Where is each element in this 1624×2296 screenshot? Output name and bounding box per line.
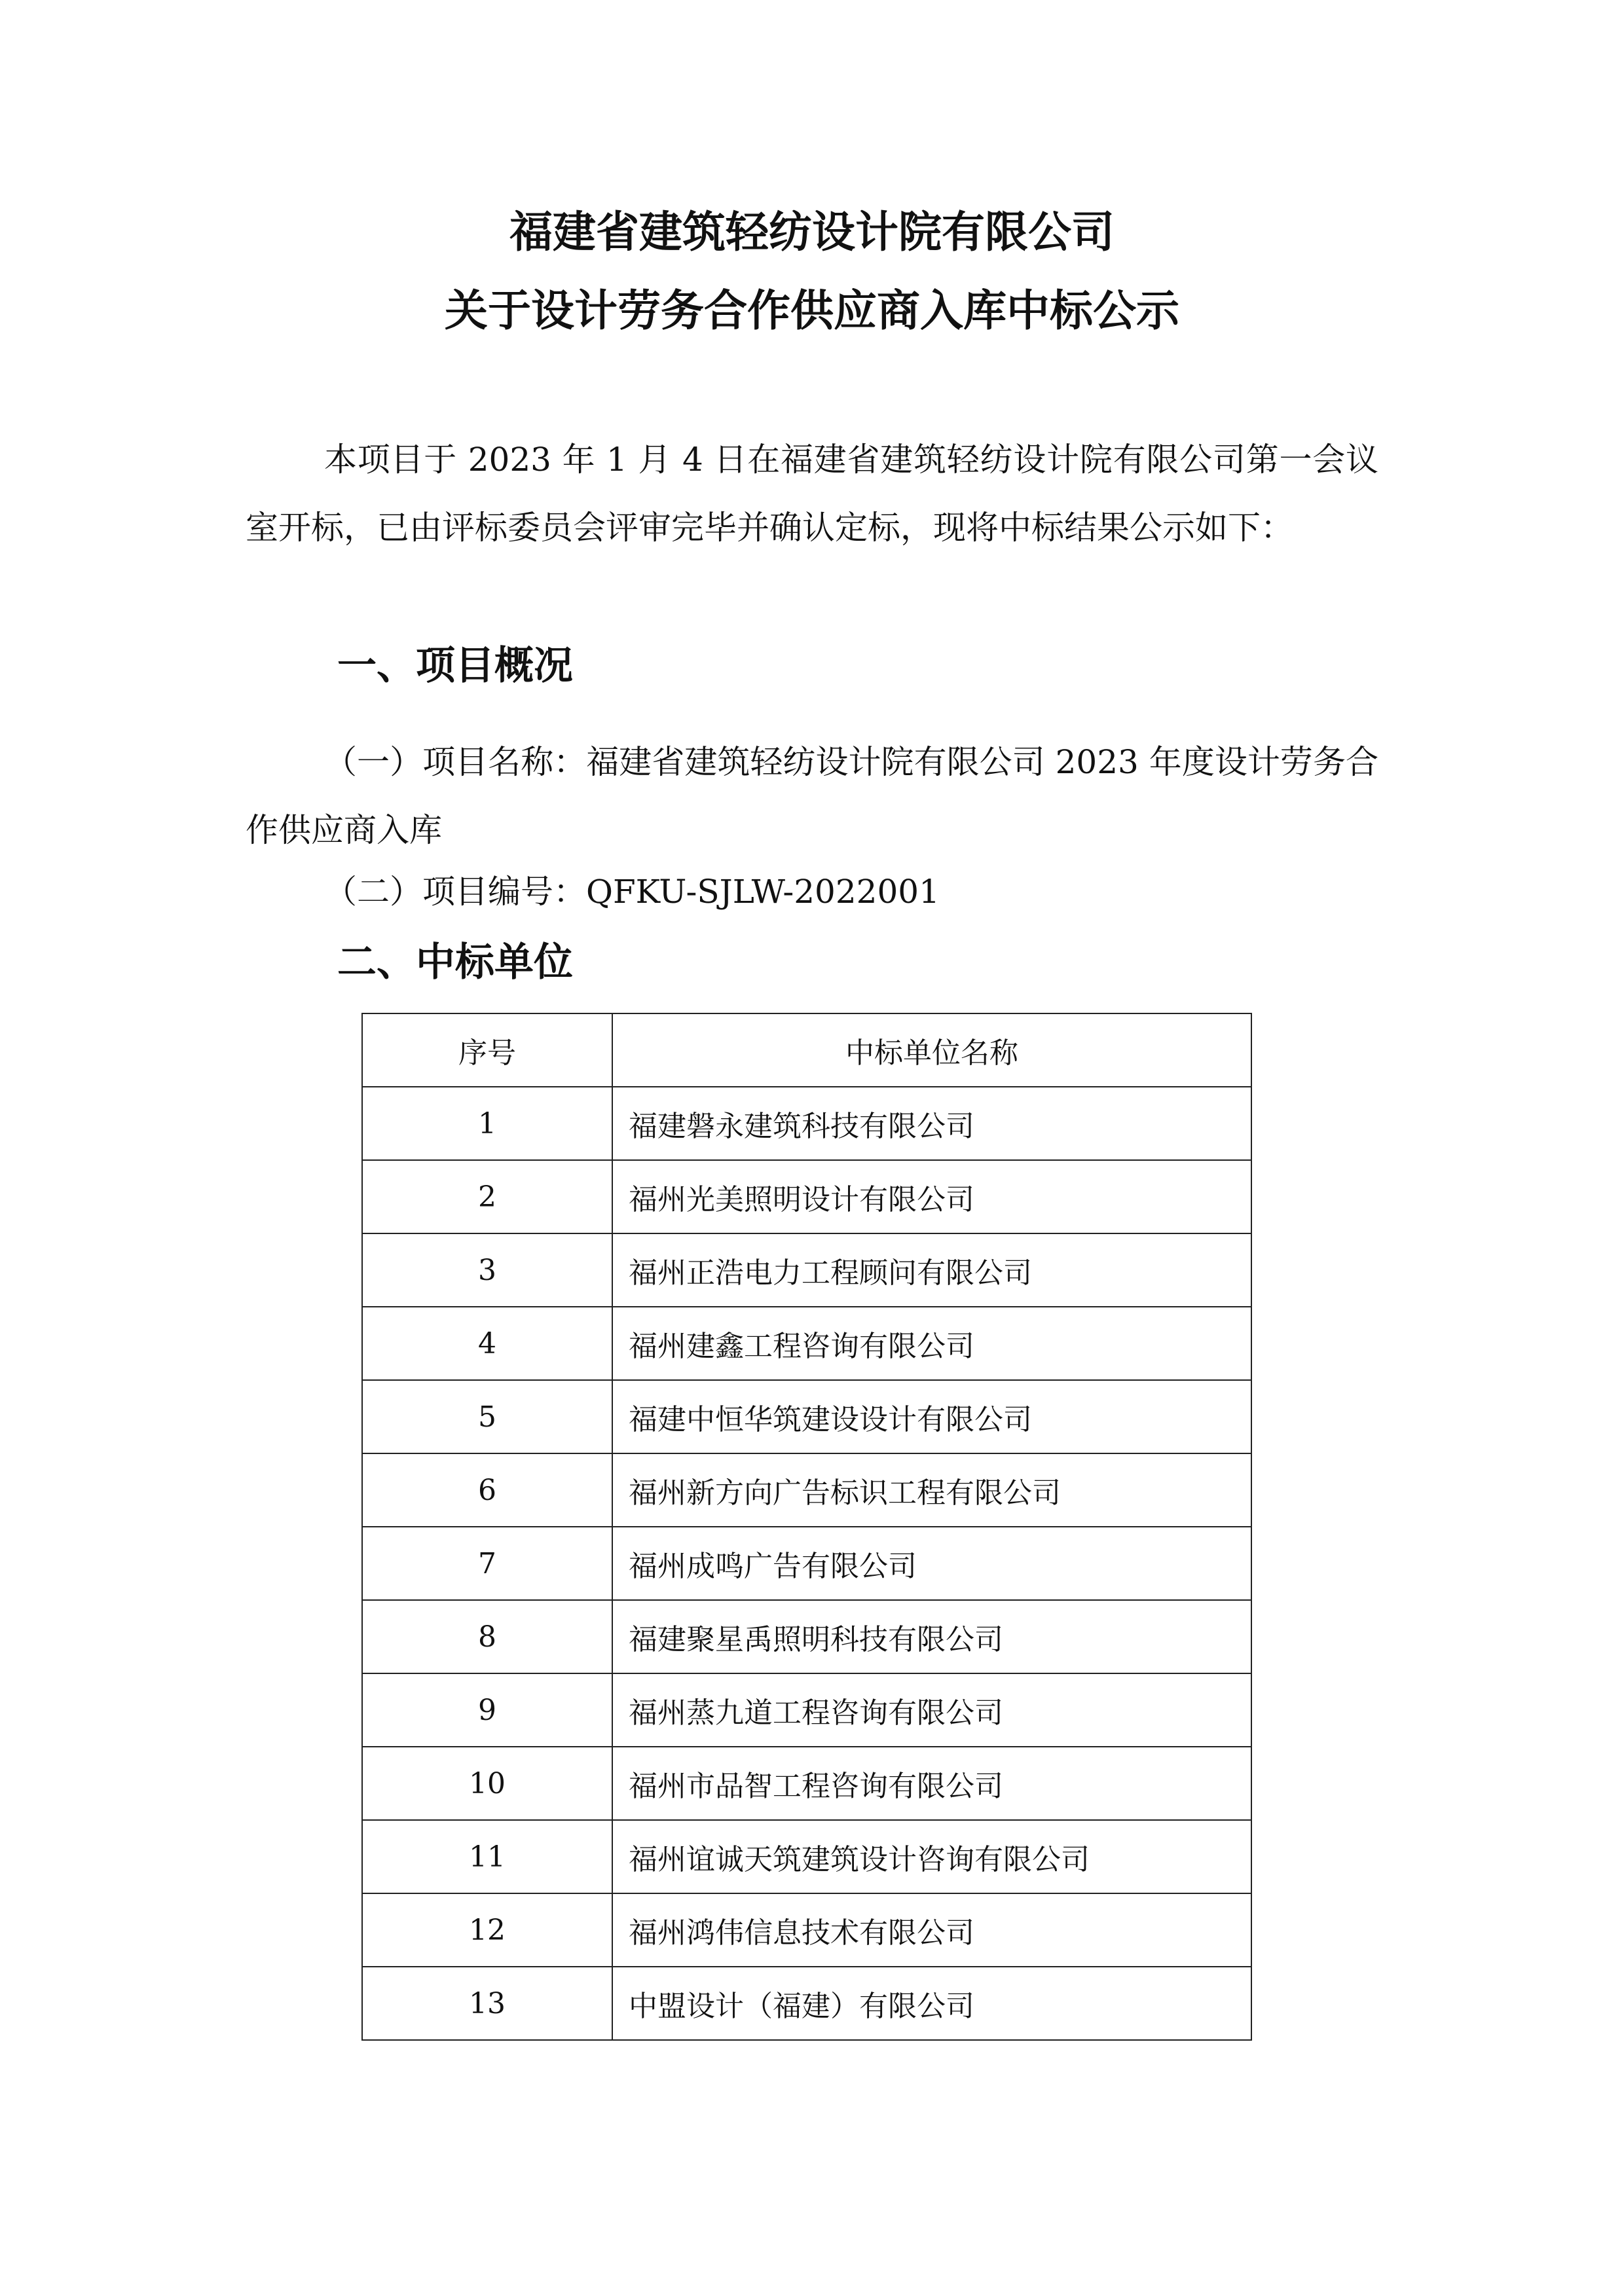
row-number: 7 bbox=[362, 1527, 612, 1600]
table-row bbox=[362, 1380, 1251, 1453]
table-row bbox=[362, 1893, 1251, 1967]
table-row bbox=[362, 1967, 1251, 2040]
company-name: 福州建鑫工程咨询有限公司 bbox=[612, 1307, 1251, 1380]
row-number: 10 bbox=[362, 1747, 612, 1820]
row-number: 12 bbox=[362, 1893, 612, 1967]
table-header-row bbox=[362, 1013, 1251, 1087]
winners-table bbox=[361, 1013, 1252, 2041]
row-number: 4 bbox=[362, 1307, 612, 1380]
row-number: 2 bbox=[362, 1160, 612, 1233]
row-number: 6 bbox=[362, 1453, 612, 1527]
section-heading-overview: 一、项目概况 bbox=[337, 643, 573, 689]
company-name: 福州谊诚天筑建筑设计咨询有限公司 bbox=[612, 1820, 1251, 1893]
company-name: 福建磐永建筑科技有限公司 bbox=[612, 1087, 1251, 1160]
table-row bbox=[362, 1527, 1251, 1600]
company-name: 中盟设计（福建）有限公司 bbox=[612, 1967, 1251, 2040]
row-number: 8 bbox=[362, 1600, 612, 1673]
column-header-number: 序号 bbox=[362, 1013, 612, 1087]
table-row bbox=[362, 1307, 1251, 1380]
intro-paragraph: 本项目于 2023 年 1 月 4 日在福建省建筑轻纺设计院有限公司第一会议室开标，已由评标委员会评审完毕并确认定标，现将中标结果公示如下： bbox=[246, 441, 1378, 547]
table-row bbox=[362, 1747, 1251, 1820]
company-name: 福建聚星禹照明科技有限公司 bbox=[612, 1600, 1251, 1673]
table-row bbox=[362, 1233, 1251, 1307]
company-name: 福州市品智工程咨询有限公司 bbox=[612, 1747, 1251, 1820]
document-title-line-2: 关于设计劳务合作供应商入库中标公示 bbox=[445, 285, 1179, 336]
company-name: 福州成鸣广告有限公司 bbox=[612, 1527, 1251, 1600]
project-name-paragraph: （一）项目名称：福建省建筑轻纺设计院有限公司 2023 年度设计劳务合作供应商入库 bbox=[246, 743, 1378, 849]
row-number: 13 bbox=[362, 1967, 612, 2040]
row-number: 11 bbox=[362, 1820, 612, 1893]
company-name: 福州新方向广告标识工程有限公司 bbox=[612, 1453, 1251, 1527]
table-row bbox=[362, 1453, 1251, 1527]
column-header-company-name: 中标单位名称 bbox=[612, 1013, 1251, 1087]
table-row bbox=[362, 1087, 1251, 1160]
company-name: 福州光美照明设计有限公司 bbox=[612, 1160, 1251, 1233]
table-row bbox=[362, 1673, 1251, 1747]
row-number: 5 bbox=[362, 1380, 612, 1453]
row-number: 3 bbox=[362, 1233, 612, 1307]
company-name: 福建中恒华筑建设设计有限公司 bbox=[612, 1380, 1251, 1453]
row-number: 1 bbox=[362, 1087, 612, 1160]
section-heading-winners: 二、中标单位 bbox=[337, 939, 573, 985]
project-code-line: （二）项目编号：QFKU-SJLW-2022001 bbox=[324, 873, 940, 911]
table-row bbox=[362, 1160, 1251, 1233]
row-number: 9 bbox=[362, 1673, 612, 1747]
document-title-line-1: 福建省建筑轻纺设计院有限公司 bbox=[509, 207, 1115, 257]
table-row bbox=[362, 1600, 1251, 1673]
company-name: 福州正浩电力工程顾问有限公司 bbox=[612, 1233, 1251, 1307]
company-name: 福州蒸九道工程咨询有限公司 bbox=[612, 1673, 1251, 1747]
table-row bbox=[362, 1820, 1251, 1893]
company-name: 福州鸿伟信息技术有限公司 bbox=[612, 1893, 1251, 1967]
